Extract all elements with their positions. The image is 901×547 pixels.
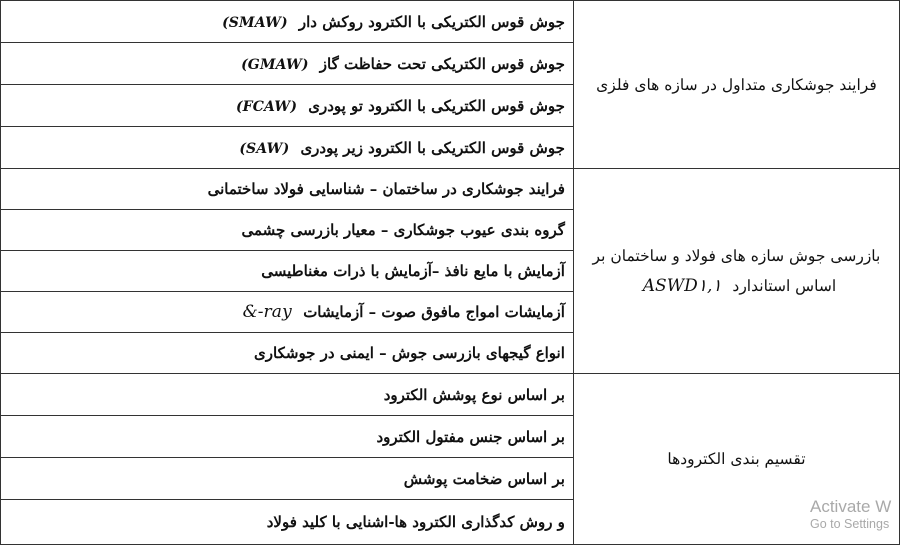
item-text: جوش قوس الکتریکی با الکترود زیر پودری xyxy=(300,138,565,157)
item-cell xyxy=(1,1,574,43)
standard-code: ASWD۱,۱ xyxy=(642,276,722,296)
item-text: انواع گیجهای بازرسی جوش – ایمنی در جوشکاری xyxy=(254,344,565,362)
item-cell xyxy=(1,416,574,458)
topic-cell-welding-processes xyxy=(573,1,899,169)
watermark-title: Activate W xyxy=(810,497,892,516)
item-code: &-ray xyxy=(242,302,292,322)
item-cell xyxy=(1,251,574,292)
item-cell xyxy=(1,500,574,545)
item-cell xyxy=(1,333,574,374)
item-text: آزمایشات امواج مافوق صوت – آزمایشات xyxy=(303,303,565,321)
item-cell xyxy=(1,43,574,85)
item-text: جوش قوس الکتریکی تحت حفاظت گاز xyxy=(319,54,565,73)
item-text: بر اساس ضخامت پوشش xyxy=(403,469,565,488)
item-text: جوش قوس الکتریکی با الکترود روکش دار xyxy=(298,12,565,31)
topic-text-part: اساس استاندارد xyxy=(732,277,837,295)
watermark-subtitle: Go to Settings xyxy=(810,517,890,532)
item-text: فرایند جوشکاری در ساختمان – شناسایی فولاد ساختمانی xyxy=(207,180,565,198)
topic-text: فرایند جوشکاری متداول در سازه های فلزی xyxy=(596,75,877,94)
topic-text: بازرسی جوش سازه های فولاد و ساختمان بر xyxy=(592,247,881,265)
item-cell xyxy=(1,458,574,500)
topic-cell-weld-inspection xyxy=(573,169,899,374)
item-cell xyxy=(1,169,574,210)
topic-text xyxy=(582,271,891,301)
table-row xyxy=(1,1,900,43)
topic-text: تقسیم بندی الکترودها xyxy=(667,450,806,468)
item-text: و روش کدگذاری الکترود ها-اشنایی با کلید فولاد xyxy=(266,513,565,531)
table-row xyxy=(1,169,900,210)
item-cell xyxy=(1,210,574,251)
table-row xyxy=(1,374,900,416)
item-cell xyxy=(1,127,574,169)
item-text: آزمایش با مایع نافذ –آزمایش با ذرات مغناطیسی xyxy=(261,262,565,280)
item-cell xyxy=(1,374,574,416)
item-code: (GMAW) xyxy=(241,56,309,73)
item-cell xyxy=(1,292,574,333)
item-text: بر اساس نوع پوشش الکترود xyxy=(383,385,565,404)
item-text: جوش قوس الکتریکی با الکترود تو پودری xyxy=(308,96,565,115)
item-code: (SMAW) xyxy=(222,14,288,31)
item-cell xyxy=(1,85,574,127)
item-code: (SAW) xyxy=(239,140,290,157)
item-text: بر اساس جنس مفتول الکترود xyxy=(376,427,565,446)
item-text: گروه بندی عیوب جوشکاری – معیار بازرسی چشمی xyxy=(241,221,565,239)
activation-watermark xyxy=(810,497,891,532)
item-code: (FCAW) xyxy=(235,98,297,115)
